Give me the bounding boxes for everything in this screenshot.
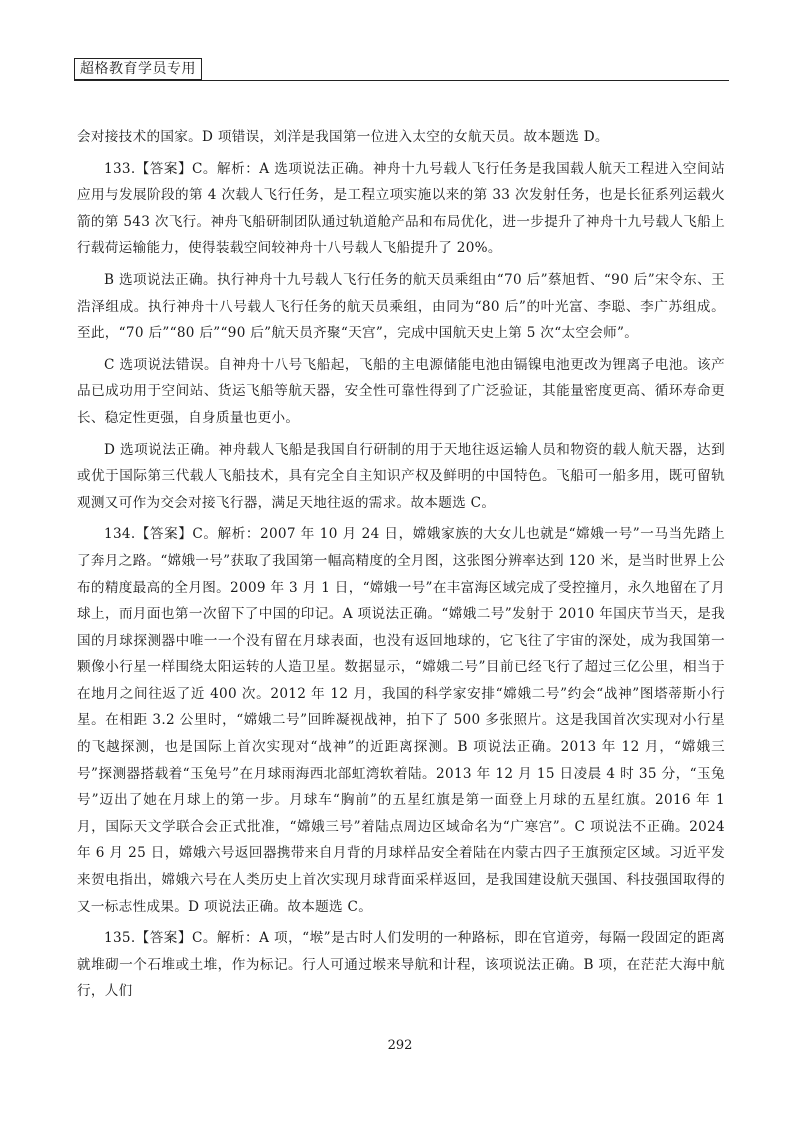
paragraph-q133: 133.【答案】C。解析：A 选项说法正确。神舟十九号载人飞行任务是我国载人航天工程进入空间站应用与发展阶段的第 4 次载人飞行任务，是工程立项实施以来的第 33 次发射任务，也是长征系列运载火箭的第 543 次飞行。神舟飞船研制团队通过轨道舱产品和布局优化，进一步提升了神舟十九号载人飞船上行载荷运输能力，使得装载空间较神舟十八号载人飞船提升了 20%。 xyxy=(77,160,725,257)
paragraph-q133-option-b: B 选项说法正确。执行神舟十九号载人飞行任务的航天员乘组由“70 后”蔡旭哲、“90 后”宋令东、王浩泽组成。执行神舟十八号载人飞行任务的航天员乘组，由同为“80 后”的叶光富、李聪、李广苏组成。至此，“70 后”“80 后”“90 后”航天员齐聚“天宫”，完成中国航天史上第 5 次“太空会师”。 xyxy=(77,271,725,342)
paragraph-q134: 134.【答案】C。解析：2007 年 10 月 24 日，嫦娥家族的大女儿也就是“嫦娥一号”一马当先踏上了奔月之路。“嫦娥一号”获取了我国第一幅高精度的全月图，这张图分辨率达到 120 米，是当时世界上公布的精度最高的全月图。2009 年 3 月 1 日，“嫦娥一号”在丰富海区域完成了受控撞月，永久地留在了月球上，而月面也第一次留下了中国的印记。A 项说法正确。“嫦娥二号”发射于 2010 年国庆节当天，是我国的月球探测器中唯一一个没有留在月球表面，也没有返回地球的，它飞往了宇宙的深处，成为我国第一颗像小行星一样围绕太阳运转的人造卫星。数据显示，“嫦娥二号”目前已经飞行了超过三亿公里，相当于在地月之间往返了近 400 次。2012 年 12 月，我国的科学家安排“嫦娥二号”约会“战神”图塔蒂斯小行星。在相距 3.2 公里时，“嫦娥二号”回眸凝视战神，拍下了 500 多张照片。这是我国首次实现对小行星的飞越探测，也是国际上首次实现对“战神”的近距离探测。B 项说法正确。2013 年 12 月，“嫦娥三号”探测器搭载着“玉兔号”在月球雨海西北部虹湾软着陆。2013 年 12 月 15 日凌晨 4 时 35 分，“玉兔号”迈出了她在月球上的第一步。月球车“胸前”的五星红旗是第一面登上月球的五星红旗。2016 年 1 月，国际天文学联合会正式批准，“嫦娥三号”着陆点周边区域命名为“广寒宫”。C 项说法不正确。2024 年 6 月 25 日，嫦娥六号返回器携带来自月背的月球样品安全着陆在内蒙古四子王旗预定区域。习近平发来贺电指出，嫦娥六号在人类历史上首次实现月球背面采样返回，是我国建设航天强国、科技强国取得的又一标志性成果。D 项说法正确。故本题选 C。 xyxy=(77,526,726,915)
header-label: 超格教育学员专用 xyxy=(74,58,202,80)
header-rule xyxy=(74,80,729,81)
paragraph-q133-option-c: C 选项说法错误。自神舟十八号飞船起，飞船的主电源储能电池由镉镍电池更改为锂离子电池。该产品已成功用于空间站、货运飞船等航天器，安全性可靠性得到了广泛验证，其能量密度更高、循环寿命更长、稳定性更强，自身质量也更小。 xyxy=(77,356,725,426)
page-number: 292 xyxy=(387,1038,413,1053)
paragraph-q135: 135.【答案】C。解析：A 项，“堠”是古时人们发明的一种路标，即在官道旁，每隔一段固定的距离就堆砌一个石堆或土堆，作为标记。行人可通过堠来导航和计程，该项说法正确。B 项，在茫茫大海中航行，人们 xyxy=(77,930,725,1000)
paragraph-continuation: 会对接技术的国家。D 项错误，刘洋是我国第一位进入太空的女航天员。故本题选 D。 xyxy=(77,129,609,145)
page-content xyxy=(77,124,725,1005)
paragraph-q133-option-d: D 选项说法正确。神舟载人飞船是我国自行研制的用于天地往返运输人员和物资的载人航天器，达到或优于国际第三代载人飞船技术，具有完全自主知识产权及鲜明的中国特色。飞船可一船多用，既可留轨观测又可作为交会对接飞行器，满足天地往返的需求。故本题选 C。 xyxy=(77,441,725,511)
